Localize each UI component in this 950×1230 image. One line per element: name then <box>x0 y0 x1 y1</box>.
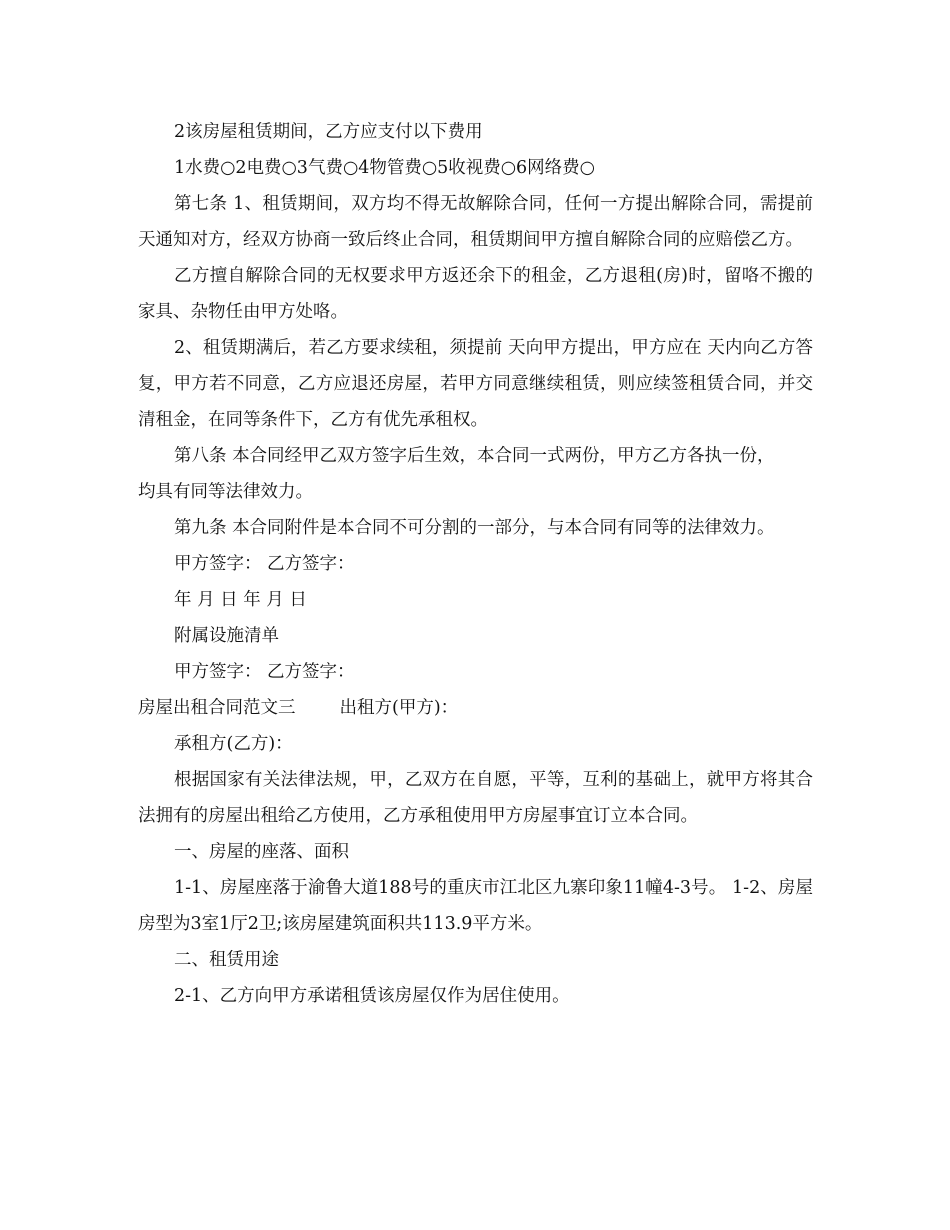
section-heading-location: 一、房屋的座落、面积 <box>174 842 349 862</box>
document-body <box>138 114 813 1014</box>
paragraph-article-8: 第八条 本合同经甲乙双方签字后生效，本合同一式两份，甲方乙方各执一份，均具有同等法律效力。 <box>138 446 775 502</box>
paragraph-renewal: 2、租赁期满后，若乙方要求续租，须提前 天向甲方提出，甲方应在 天内向乙方答复，甲方若不同意，乙方应退还房屋，若甲方同意继续租赁，则应续签租赁合同，并交清租金，在同等条件下，乙方有优先承租权。 <box>138 338 813 430</box>
paragraph-fees-list: 1水费○2电费○3气费○4物管费○5收视费○6网络费○ <box>174 158 595 178</box>
contract-title: 房屋出租合同范文三 <box>138 698 296 718</box>
paragraph-preamble: 根据国家有关法律法规，甲，乙双方在自愿，平等，互利的基础上，就甲方将其合法拥有的房屋出租给乙方使用，乙方承租使用甲方房屋事宜订立本合同。 <box>138 770 813 826</box>
lessee-label: 承租方(乙方)： <box>174 734 293 754</box>
lessor-label: 出租方(甲方)： <box>339 698 459 718</box>
date-line: 年 月 日 年 月 日 <box>174 590 307 610</box>
section-heading-purpose: 二、租赁用途 <box>174 950 279 970</box>
paragraph-purpose: 2-1、乙方向甲方承诺租赁该房屋仅作为居住使用。 <box>174 986 570 1006</box>
signature-line-2: 甲方签字： 乙方签字： <box>174 662 355 682</box>
contract-heading-line <box>138 690 813 726</box>
paragraph-fees-intro: 2该房屋租赁期间，乙方应支付以下费用 <box>174 122 483 142</box>
paragraph-early-termination: 乙方擅自解除合同的无权要求甲方返还余下的租金，乙方退租(房)时，留咯不搬的家具、杂物任由甲方处咯。 <box>138 266 813 322</box>
signature-line-1: 甲方签字： 乙方签字： <box>174 554 355 574</box>
attachment-title: 附属设施清单 <box>174 626 279 646</box>
paragraph-article-9: 第九条 本合同附件是本合同不可分割的一部分，与本合同有同等的法律效力。 <box>174 518 775 538</box>
paragraph-location: 1-1、房屋座落于渝鲁大道188号的重庆市江北区九寨印象11幢4-3号。 1-2、房屋房型为3室1厅2卫;该房屋建筑面积共113.9平方米。 <box>138 878 813 934</box>
paragraph-article-7: 第七条 1、租赁期间，双方均不得无故解除合同，任何一方提出解除合同，需提前 天通知对方，经双方协商一致后终止合同，租赁期间甲方擅自解除合同的应赔偿乙方。 <box>138 194 813 250</box>
